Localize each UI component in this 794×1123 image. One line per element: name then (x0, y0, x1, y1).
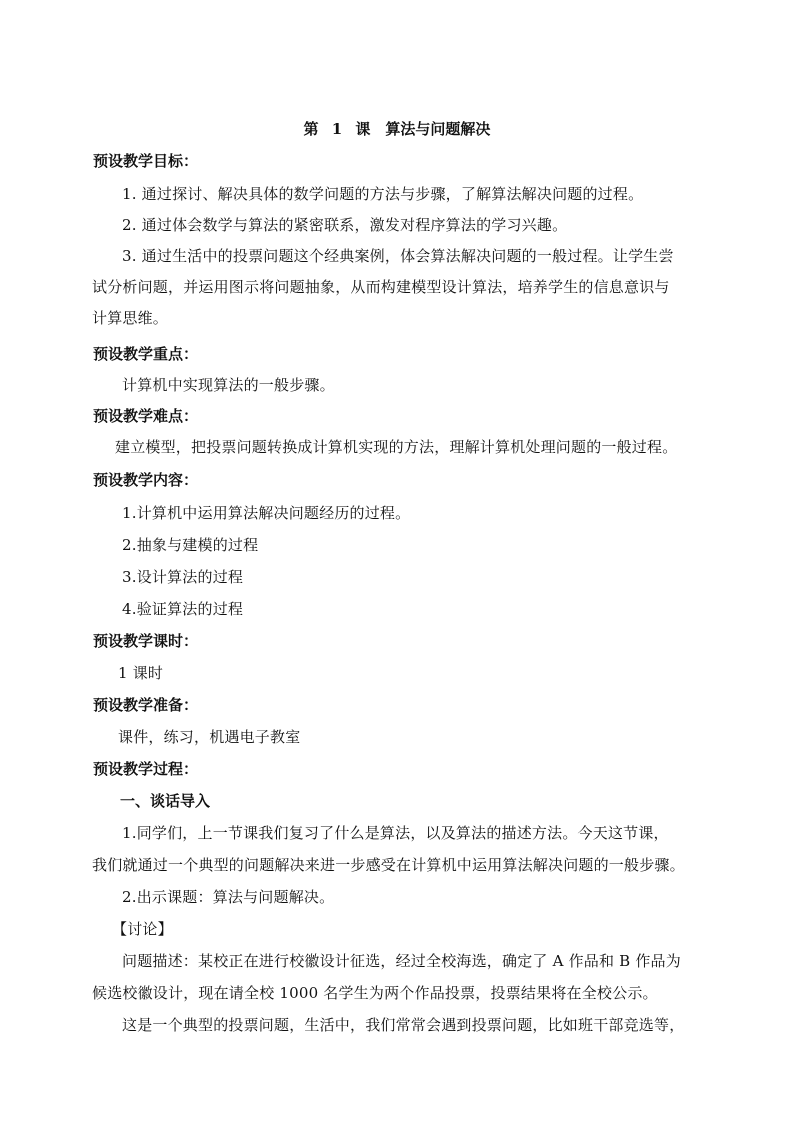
difficulty-heading: 预设教学难点： (93, 407, 199, 425)
goal-item-1: 1. 通过探讨、解决具体的数学问题的方法与步骤，了解算法解决问题的过程。 (122, 185, 644, 203)
goal-item-3-line-2: 试分析问题，并运用图示将问题抽象，从而构建模型设计算法，培养学生的信息意识与 (92, 278, 670, 296)
intro-heading: 一、谈话导入 (120, 792, 211, 810)
difficulty-text: 建立模型，把投票问题转换成计算机实现的方法，理解计算机处理问题的一般过程。 (115, 438, 678, 456)
goals-heading: 预设教学目标： (93, 152, 199, 170)
content-item-2: 2.抽象与建模的过程 (122, 536, 259, 554)
preparation-heading: 预设教学准备： (93, 696, 199, 714)
goal-item-2: 2. 通过体会数学与算法的紧密联系，激发对程序算法的学习兴趣。 (122, 216, 568, 234)
intro-item-2: 2.出示课题：算法与问题解决。 (122, 888, 335, 906)
discussion-label: 【讨论】 (112, 920, 173, 938)
preparation-text: 课件，练习，机遇电子教室 (118, 728, 301, 746)
content-item-1: 1.计算机中运用算法解决问题经历的过程。 (122, 504, 411, 522)
hours-heading: 预设教学课时： (93, 632, 199, 650)
content-item-4: 4.验证算法的过程 (122, 600, 244, 618)
key-points-heading: 预设教学重点： (93, 345, 199, 363)
process-heading: 预设教学过程： (93, 760, 199, 778)
content-heading: 预设教学内容： (93, 471, 199, 489)
problem-description-line-1: 问题描述：某校正在进行校徽设计征选，经过全校海选，确定了 A 作品和 B 作品为 (122, 952, 681, 970)
key-points-text: 计算机中实现算法的一般步骤。 (122, 376, 335, 394)
hours-text: 1 课时 (118, 664, 164, 682)
content-item-3: 3.设计算法的过程 (122, 568, 244, 586)
intro-item-1-line-2: 我们就通过一个典型的问题解决来进一步感受在计算机中运用算法解决问题的一般步骤。 (92, 856, 685, 874)
typical-problem-line-1: 这是一个典型的投票问题，生活中，我们常常会遇到投票问题，比如班干部竞选等， (122, 1016, 685, 1034)
page-title: 第 1 课 算法与问题解决 (303, 120, 491, 138)
intro-item-1-line-1: 1.同学们，上一节课我们复习了什么是算法，以及算法的描述方法。今天这节课， (122, 824, 669, 842)
goal-item-3-line-3: 计算思维。 (92, 309, 169, 327)
problem-description-line-2: 候选校徽设计，现在请全校 1000 名学生为两个作品投票，投票结果将在全校公示。 (92, 984, 658, 1002)
goal-item-3-line-1: 3. 通过生活中的投票问题这个经典案例，体会算法解决问题的一般过程。让学生尝 (122, 247, 674, 265)
